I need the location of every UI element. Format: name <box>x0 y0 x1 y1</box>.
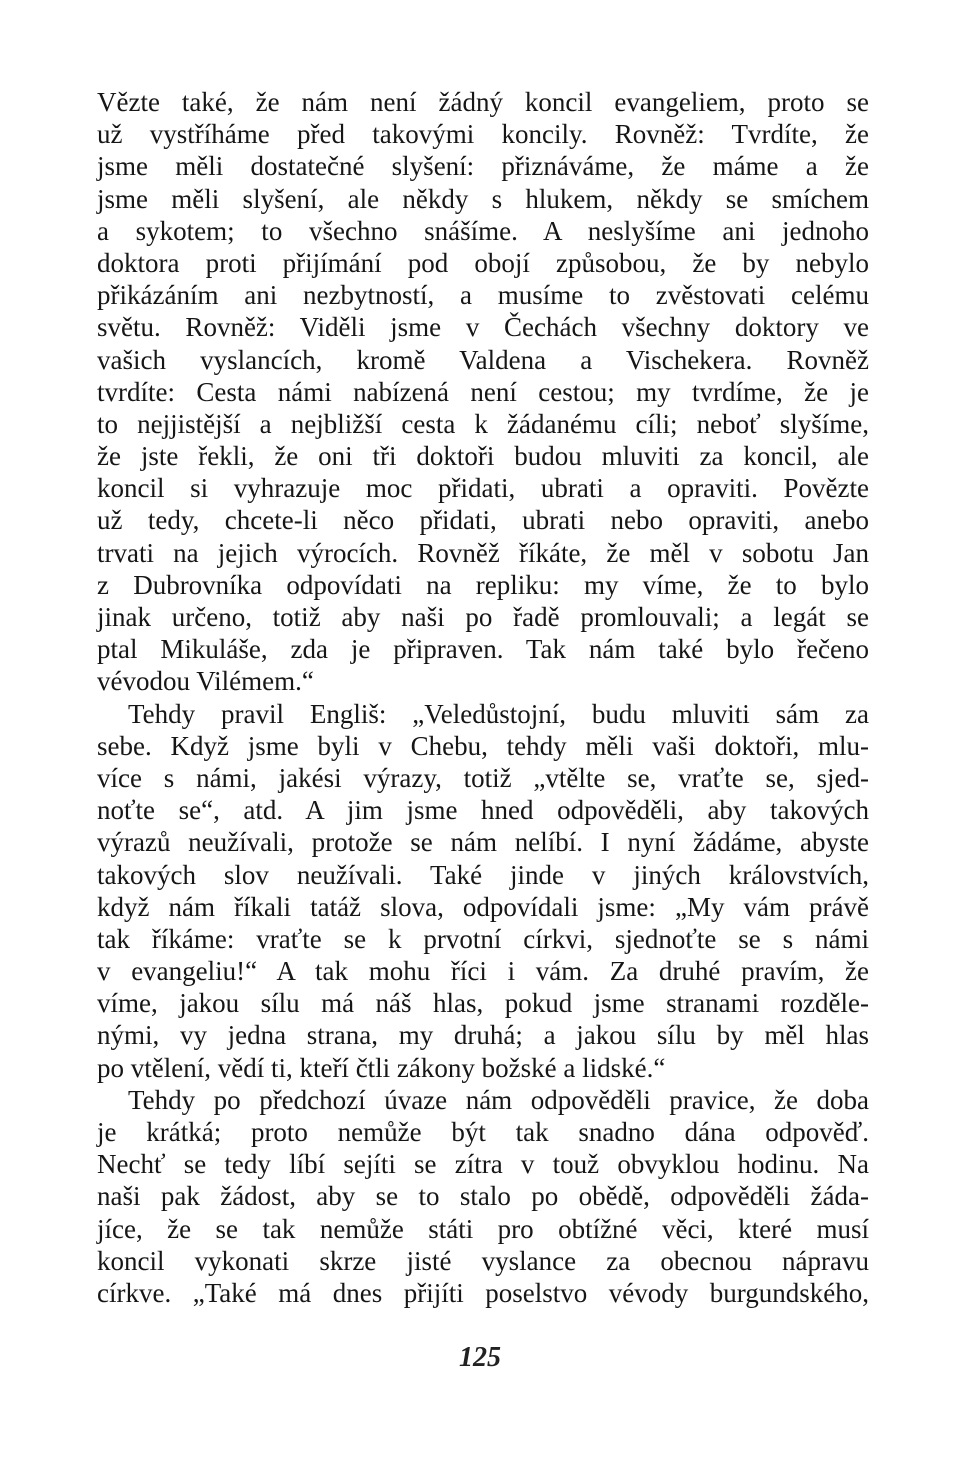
text-line: to nejjistější a nejbližší cesta k žádanému cíli; neboť slyšíme, <box>97 408 869 439</box>
text-line: noťte se“, atd. A jim jsme hned odpověděli, aby takových <box>97 795 869 826</box>
text-line: jinak určeno, totiž aby naši po řadě promlouvali; a legát se <box>97 602 869 632</box>
text-line: už tedy, chcete-li něco přidati, ubrati nebo opraviti, anebo <box>97 505 869 536</box>
text-line: takových slov neužívali. Také jinde v jiných královstvích, <box>97 859 869 890</box>
text-line: tak říkáme: vraťte se k prvotní církvi, sjednoťte se s námi <box>97 923 869 954</box>
paragraph <box>97 1084 869 1309</box>
page-number: 125 <box>459 1342 501 1373</box>
text-line: církve. „Také má dnes přijíti poselstvo vévody burgundského, <box>97 1277 869 1308</box>
text-line: už vystříháme před takovými koncily. Rovněž: Tvrdíte, že <box>97 119 869 150</box>
text-line: když nám říkali tatáž slova, odpovídali jsme: „My vám právě <box>97 891 869 922</box>
text-line: je krátká; proto nemůže být tak snadno dána odpověď. <box>97 1117 869 1147</box>
page-text <box>97 86 869 1309</box>
paragraph <box>97 698 869 1084</box>
text-line: více s námi, jakési výrazy, totiž „vtělte se, vraťte se, sjed- <box>97 762 869 793</box>
text-line: v evangeliu!“ A tak mohu říci i vám. Za druhé pravím, že <box>97 956 869 987</box>
text-line: světu. Rovněž: Viděli jsme v Čechách všechny doktory ve <box>97 312 869 343</box>
text-line: trvati na jejich výrocích. Rovněž říkáte, že měl v sobotu Jan <box>97 537 869 568</box>
text-line: Tehdy po předchozí úvaze nám odpověděli pravice, že doba <box>128 1084 869 1115</box>
text-line: Tehdy pravil Engliš: „Veledůstojní, budu mluviti sám za <box>128 698 869 729</box>
text-line: nými, vy jedna strana, my druhá; a jakou sílu by měl hlas <box>97 1020 869 1051</box>
text-line: z Dubrovníka odpovídati na repliku: my víme, že to bylo <box>97 569 869 600</box>
text-line: jsme měli dostatečné slyšení: přiznáváme, že máme a že <box>97 151 869 182</box>
text-line: a sykotem; to všechno snášíme. A neslyšíme ani jednoho <box>97 215 869 246</box>
paragraph <box>97 86 869 698</box>
text-line: Vězte také, že nám není žádný koncil evangeliem, proto se <box>97 87 869 117</box>
text-line: přikázáním ani nezbytností, a musíme to zvěstovati celému <box>97 280 869 311</box>
text-line: sebe. Když jsme byli v Chebu, tehdy měli vaši doktoři, mlu- <box>97 730 869 761</box>
text-line: víme, jakou sílu má náš hlas, pokud jsme stranami rozděle- <box>97 988 869 1019</box>
text-line: koncil vykonati skrze jisté vyslance za obecnou nápravu <box>97 1245 869 1276</box>
text-line: vévodou Vilémem.“ <box>97 666 314 697</box>
text-line: jíce, že se tak nemůže státi pro obtížné věci, které musí <box>97 1213 869 1244</box>
text-line: ptal Mikuláše, zda je připraven. Tak nám také bylo řečeno <box>97 634 869 665</box>
text-line: vašich vyslancích, kromě Valdena a Vischekera. Rovněž <box>97 344 869 375</box>
text-line: že jste řekli, že oni tři doktoři budou mluviti za koncil, ale <box>97 441 869 472</box>
text-line: koncil si vyhrazuje moc přidati, ubrati a opraviti. Povězte <box>97 473 869 504</box>
text-line: tvrdíte: Cesta námi nabízená není cestou; my tvrdíme, že je <box>97 376 869 407</box>
text-line: naši pak žádost, aby se to stalo po obědě, odpověděli žáda- <box>97 1181 869 1212</box>
text-line: po vtělení, vědí ti, kteří čtli zákony božské a lidské.“ <box>97 1052 666 1083</box>
text-line: Nechť se tedy líbí sejíti se zítra v touž obvyklou hodinu. Na <box>97 1149 869 1180</box>
text-line: výrazů neužívali, protože se nám nelíbí. I nyní žádáme, abyste <box>97 827 869 858</box>
text-line: doktora proti přijímání pod obojí způsobou, že by nebylo <box>97 247 869 278</box>
text-line: jsme měli slyšení, ale někdy s hlukem, někdy se smíchem <box>97 183 869 214</box>
